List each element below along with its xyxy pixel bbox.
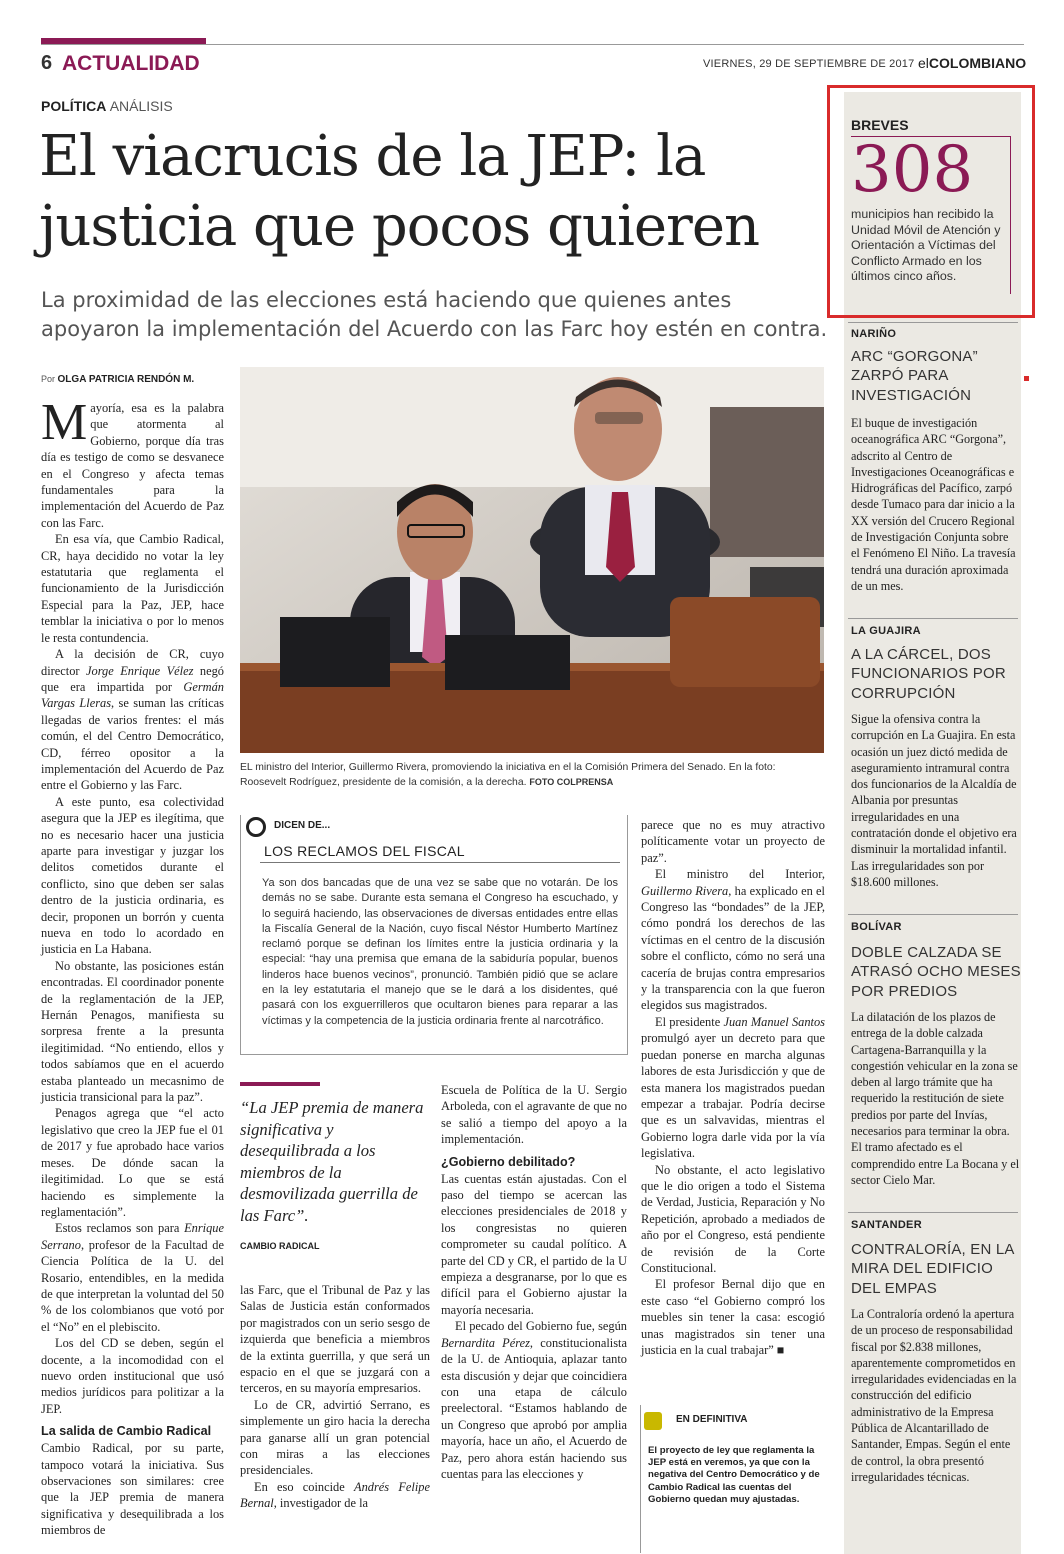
headline: El viacrucis de la JEP: la justicia que pocos quieren xyxy=(39,124,760,259)
brief-body: La Contraloría ordenó la apertura de un proceso de responsabilidad fiscal por $2.838 millones, aparentemente comprometidos en irregularidades evidenciadas en la construcción del edificio administrativo de la Empresa Pública de Alcantarillado de Santander, Empas. Según el ente de control, la obra presentó irregularidades técnicas. xyxy=(851,1307,1017,1484)
article-column-3 xyxy=(441,1082,627,1482)
brief-region: NARIÑO xyxy=(851,328,897,340)
breves-number: 308 xyxy=(851,133,974,207)
article-column-2 xyxy=(240,1282,430,1512)
person-name: Germán Vargas Lleras xyxy=(41,679,224,711)
en-definitiva-kicker: EN DEFINITIVA xyxy=(676,1414,748,1425)
paragraph: ayoría, esa es la palabra que atormenta al Gobierno, porque día tras día es testigo de como se desvanece en el Congreso y afecta temas fundamentales para la implementación del Acuerdo de Paz con las Farc. xyxy=(41,401,224,530)
brand-logo xyxy=(918,55,1026,71)
brief-rule xyxy=(848,618,1018,619)
person-name: Juan Manuel Santos xyxy=(723,1014,825,1029)
paragraph: Cambio Radical, por su parte, tampoco votará la iniciativa. Sus observaciones son similares: cree que la JEP premia de manera significativa y desequilibrada a los miembros de xyxy=(41,1441,224,1538)
en-definitiva-body: El proyecto de ley que reglamenta la JEP está en veremos, ya que con la negativa del Centro Democrático y de Cambio Radical las cuentas del Gobierno quedan muy ajustadas. xyxy=(648,1445,820,1505)
brief-body: El buque de investigación oceanográfica ARC “Gorgona”, adscrito al Centro de Investigaciones Oceanográficas e Hidrográficas del Pacífico, zarpó desde Tumaco para dar inicio a la XX versión del Crucero Regional de Investigación Conjunta sobre el Fenómeno El Niño. La travesía tendrá una duración aproximada de un mes. xyxy=(851,416,1016,593)
paragraph: El profesor Bernal dijo que en este caso “el Gobierno compró los muebles sin tener la casa: escogió unas magistrados sin tener una justicia en la cual trabajar” ■ xyxy=(641,1277,825,1357)
pull-quote: “La JEP premia de manera significativa y desequilibrada a los miembros de la desmovilizada guerrilla de las Farc”. xyxy=(240,1098,424,1225)
person-name: Jorge Enrique Vélez xyxy=(86,663,194,678)
brief-title: A LA CÁRCEL, DOS FUNCIONARIOS POR CORRUPCIÓN xyxy=(851,646,1006,702)
person-name: Andrés Felipe Bernal xyxy=(240,1479,430,1511)
section-title: ACTUALIDAD xyxy=(62,52,200,75)
kicker-main: POLÍTICA xyxy=(41,98,106,114)
quote-bar xyxy=(240,1082,320,1086)
brief-region: BOLÍVAR xyxy=(851,921,902,933)
subhead: La salida de Cambio Radical xyxy=(41,1424,212,1439)
header-rule xyxy=(41,44,1024,45)
breves-text: municipios han recibido la Unidad Móvil de Atención y Orientación a Víctimas del Conflicto Armado en los últimos cinco años. xyxy=(851,207,1001,284)
byline xyxy=(41,374,194,385)
article-column-4 xyxy=(641,817,825,1358)
paragraph: Lo de CR, advirtió Serrano, es simplemente un giro hacia la derecha para ganarse allí un gran potencial con miras a las elecciones presidenciales. xyxy=(240,1397,430,1478)
article-column-1 xyxy=(41,394,225,1539)
speech-bubble-icon xyxy=(246,817,266,837)
person-name: Enrique Serrano xyxy=(41,1221,224,1252)
paragraph: Penagos agrega que “el acto legislativo que creo la JEP fue el 01 de 2017 y fue aprobado hace varios meses. De dónde sacan la ilegitimidad. Lo que se está haciendo es simplemente la reglamentación”. xyxy=(41,1106,224,1219)
brief-title: CONTRALORÍA, EN LA MIRA DEL EDIFICIO DEL EMPAS xyxy=(851,1241,1014,1297)
deck: La proximidad de las elecciones está haciendo que quienes antes apoyaron la implementación del Acuerdo con las Farc hoy estén en contra. xyxy=(41,288,828,341)
subhead: ¿Gobierno debilitado? xyxy=(441,1154,576,1169)
byline-prefix: Por xyxy=(41,374,56,384)
photo-credit: FOTO COLPRENSA xyxy=(529,777,614,787)
summary-icon xyxy=(644,1412,662,1430)
brief-body: La dilatación de los plazos de entrega de la doble calzada Cartagena-Barranquilla y la congestión vehicular en la zona se deben al largo trámite que ha requerido la restitución de siete predios por parte del Invías, necesarios para terminar la obra. El tramo afectado es el comprendido entre La Bocana y el sector Cielo Mar. xyxy=(851,1010,1020,1187)
quote-source: CAMBIO RADICAL xyxy=(240,1241,320,1251)
paragraph: En eso coincide Andrés Felipe Bernal, investigador de la xyxy=(240,1479,430,1511)
kicker-sub: ANÁLISIS xyxy=(109,98,173,114)
paragraph: Escuela de Política de la U. Sergio Arboleda, con el agravante de que no se salió a tiempo del apoyo a la implementación. xyxy=(441,1083,627,1147)
brief-region: SANTANDER xyxy=(851,1219,922,1231)
page-number: 6 xyxy=(41,52,53,74)
brief-rule xyxy=(848,914,1018,915)
paragraph: No obstante, las posiciones están encontradas. El coordinador ponente de la reglamentación de la JEP, Hernán Penagos, manifiesta su sorpresa frente a la presunta ilegitimidad. “No entiendo, ellos y todos sabíamos que en el acuerdo estaba planteado un mecasnimo de justicia transicional para la paz”. xyxy=(41,958,224,1105)
person-name: Bernardita Pérez xyxy=(441,1335,530,1350)
paragraph: No obstante, el acto legislativo que le dio origen a todo el Sistema de Verdad, Justicia, Reparación y No Repetición, aprobado a mediados de año por el Congreso, está pendiente de revisión de la Corte Constitucional. xyxy=(641,1162,825,1275)
paragraph: En esa vía, que Cambio Radical, CR, haya decidido no votar la ley estatutaria que reglamenta el funcionamiento de la Jurisdicción Especial para la Paz, JEP, hace temblar la iniciativa o por lo menos le resta contundencia. xyxy=(41,532,224,645)
breves-kicker: BREVES xyxy=(851,117,909,133)
brief-body: Sigue la ofensiva contra la corrupción en La Guajira. En esta ocasión un juez dictó medida de aseguramiento intramural contra dos funcionarios de la Alcaldía de Albania por presuntas irregularidades en una contratación donde el objetivo era disminuir la mortalidad infantil. Las irregularidades son por $18.600 millones. xyxy=(851,712,1017,889)
brand-name: COLOMBIANO xyxy=(928,55,1027,71)
paragraph: las Farc, que el Tribunal de Paz y las Salas de Justicia están conformados por magistrados con un serio sesgo de izquierda que beneficia a miembros de la extinta guerrilla, y que será un espacio en el que se juzgará con a terceros, en su mayoría empresarios. xyxy=(240,1283,430,1396)
brief-title: ARC “GORGONA” ZARPÓ PARA INVESTIGACIÓN xyxy=(851,348,978,404)
senate-photo-illustration xyxy=(240,367,824,753)
brief-title: DOBLE CALZADA SE ATRASÓ OCHO MESES POR PREDIOS xyxy=(851,944,1021,1000)
dicen-kicker: DICEN DE... xyxy=(274,820,331,831)
photo-caption xyxy=(240,760,824,790)
paragraph: Las cuentas están ajustadas. Con el paso del tiempo se acercan las elecciones presidenciales de 2018 y los congresistas no quieren comprometer su caudal político. A parte del CD y CR, el partido de la U empieza a desgranarse, por lo que es difícil para el Gobierno ajustar la mayoría necesaria. xyxy=(441,1171,627,1317)
paragraph: A la decisión de CR, cuyo director Jorge Enrique Vélez negó que era impartida por Germán Vargas Lleras, se suman las críticas llegadas de varios frentes: el más común, el del Centro Democrático, CD, férreo opositor a la implementación del Acuerdo de Paz entre el Gobierno y las Farc. xyxy=(41,647,225,793)
dateline: VIERNES, 29 DE SEPTIEMBRE DE 2017 xyxy=(703,58,915,70)
caption-text: EL ministro del Interior, Guillermo Rivera, promoviendo la iniciativa en el la Comisión Primera del Senado. En la foto: Roosevelt Rodríguez, presidente de la comisión, a la derecha. xyxy=(240,762,776,788)
dicen-rule xyxy=(260,862,620,863)
dicen-body: Ya son dos bancadas que de una vez se sabe que no votarán. De los demás no se sabe. Durante esta semana el Congreso ha escuchado, y lo seguirá haciendo, las observaciones de diversas entidades entre ellas la Fiscalía General de la Nación, cuyo fiscal Néstor Humberto Martínez reclamó porque se definan los límites entre la justicia ordinaria y la especial: “hay una premisa que emana de la sabiduría popular, buenos linderos hace buenos vecinos”, pronunció. También pidió que se aclare en la ley estatutaria el manejo que se le dará a los disidentes, qué pasará con los exguerrilleros que ocultaron bienes para reparar a las víctimas y la competencia de la justicia ordinaria frente al narcotráfico. xyxy=(262,877,618,1027)
drop-cap: M xyxy=(41,394,88,451)
article-photo xyxy=(240,367,824,753)
paragraph: Estos reclamos son para Enrique Serrano, profesor de la Facultad de Ciencia Política de la U. del Rosario, entendibles, en la medida de que interpretan la voluntad del 50 % de los colombianos que votó por el “No” en el plebiscito. xyxy=(41,1221,224,1334)
brief-region: LA GUAJIRA xyxy=(851,625,921,637)
paragraph: El ministro del Interior, Guillermo Rivera, ha explicado en el Congreso las “bondades” de la JEP, cómo pondrá los derechos de las víctimas en el centro de la discusión sobre el conflicto, cómo no será una cacería de brujas contra empresarios y la transparencia con la que fueron elegidos sus magistrados. xyxy=(641,867,825,1013)
dicen-title: LOS RECLAMOS DEL FISCAL xyxy=(264,843,465,859)
paragraph: parece que no es muy atractivo políticamente votar un proyecto de paz”. xyxy=(641,818,825,865)
article-kicker xyxy=(41,98,173,114)
brand-prefix: el xyxy=(918,55,929,71)
red-marker xyxy=(1024,376,1029,381)
paragraph: El pecado del Gobierno fue, según Bernardita Pérez, constitucionalista de la U. de Antioquia, aplazar tanto esta discusión y dejar que coincidiera con una etapa de cálculo preelectoral. “Estamos hablando de un Congreso que aprobó por amplia mayoría, hace un año, el Acuerdo de Paz, pero ahora están haciendo sus cuentas para las elecciones y xyxy=(441,1319,627,1481)
brief-rule xyxy=(848,322,1018,323)
byline-author: OLGA PATRICIA RENDÓN M. xyxy=(57,374,195,385)
paragraph: A este punto, esa colectividad asegura que la JEP es ilegítima, que no es necesario hacer una justicia aparte para investigar y juzgar los delitos cometidos durante el conflicto, sino que deben ser salas dentro de la justicia ordinaria, es decir, proponen un borrón y cuenta nueva en todo lo acordado en justicia en La Habana. xyxy=(41,794,224,957)
paragraph: Los del CD se deben, según el docente, a la incomodidad con el nuevo orden institucional que usó medios jurídicos para politizar a la JEP. xyxy=(41,1336,224,1416)
person-name: Guillermo Rivera xyxy=(641,883,729,898)
paragraph: El presidente Juan Manuel Santos promulgó ayer un decreto para que puedan ponerse en marcha algunas labores de esta Jurisdicción y que de esta manera los magistrados puedan empezar a trabajar. Podría decirse que es un salvavidas, mientras el Gobierno logra darle vida por la vía legislativa. xyxy=(641,1014,825,1161)
end-mark: ■ xyxy=(776,1343,785,1357)
brief-rule xyxy=(848,1212,1018,1213)
